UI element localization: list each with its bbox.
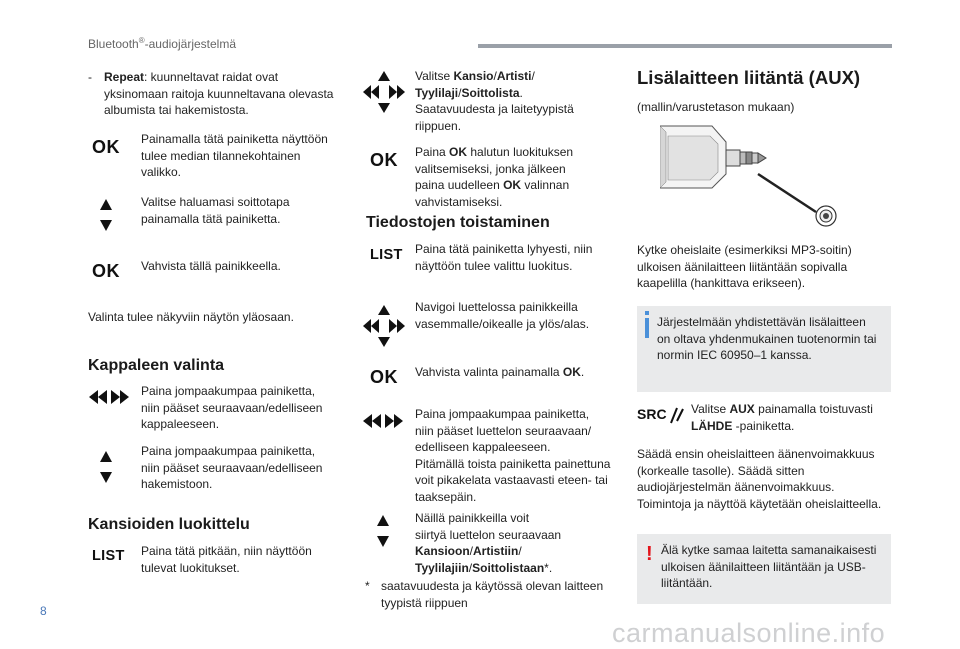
confirm-desc: Vahvista tällä painikkeella. <box>141 259 281 273</box>
ok-button-icon: OK <box>92 137 120 157</box>
info-note-text: Järjestelmään yhdistettävän lisälaitteen on oltava yhdenmukainen tuotenormin tai normin IEC 60950–1 kanssa. <box>657 315 877 363</box>
repeat-dash: - <box>88 70 92 84</box>
footnote-marker: * <box>365 579 370 593</box>
confirm-selection-desc: Vahvista valinta painamalla OK. <box>415 365 585 379</box>
next-prev-track-desc: Paina jompaakumpaa painiketta, niin pääset luettelon seuraavaan/ edelliseen kappaleeseen. Pitämällä toista painiketta painettuna voit pikakelata vastaavasti eteen- tai taaksepäin. <box>415 407 611 504</box>
up-down-arrows-icon <box>376 514 390 548</box>
warning-icon: ! <box>646 543 653 565</box>
play-mode-desc: Valitse haluamasi soittotapa painamalla tätä painiketta. <box>141 195 290 226</box>
src-button-icon <box>637 405 685 425</box>
repeat-paragraph: Repeat: kuunneltavat raidat ovat yksinomaan raitoja kuunneltavana olevasta albumista tai hakemistosta. <box>104 70 334 118</box>
src-label: SRC <box>637 406 667 422</box>
left-right-arrows-icon <box>362 413 404 429</box>
header-rule <box>478 44 892 48</box>
section-heading-aux: Lisälaitteen liitäntä (AUX) <box>637 67 861 88</box>
track-ud-desc: Paina jompaakumpaa painiketta, niin pääset seuraavaan/edelliseen hakemistoon. <box>141 444 323 492</box>
warning-note-text: Älä kytke samaa laitetta samanaikaisesti ulkoisen äänilaitteen liitäntään ja USB- liitäntään. <box>661 543 877 591</box>
four-way-arrows-icon <box>362 70 406 114</box>
list-button-icon: LIST <box>92 548 125 564</box>
list-button-icon: LIST <box>370 247 403 263</box>
ok-menu-desc: Painamalla tätä painiketta näyttöön tulee median tilannekohtainen valikko. <box>141 132 328 180</box>
list-navigate-desc: Näillä painikkeilla voit siirtyä luettelon seuraavaan Kansioon/Artistiin/ Tyylilajiin/Soittolistaan*. <box>415 511 562 575</box>
four-way-arrows-icon <box>362 304 406 348</box>
up-down-arrows-icon <box>99 198 113 232</box>
category-select-desc: Valitse Kansio/Artisti/ Tyylilaji/Soittolista. Saatavuudesta ja laitetyypistä riippuen. <box>415 69 574 133</box>
ok-category-desc: Paina OK halutun luokituksen valitsemiseksi, jonka jälkeen paina uudelleen OK valinnan vahvistamiseksi. <box>415 145 574 209</box>
section-heading-folders: Kansioiden luokittelu <box>88 516 250 533</box>
aux-subtitle: (mallin/varustetason mukaan) <box>637 100 795 114</box>
connect-device-desc: Kytke oheislaite (esimerkiksi MP3-soitin) ulkoisen äänilaitteen liitäntään sopivalla kaapelilla (hankittava erikseen). <box>637 243 852 291</box>
select-aux-desc: Valitse AUX painamalla toistuvasti LÄHDE -painiketta. <box>691 402 873 433</box>
navigate-desc: Navigoi luettelossa painikkeilla vasemmalle/oikealle ja ylös/alas. <box>415 300 590 331</box>
list-long-desc: Paina tätä pitkään, niin näyttöön tulevat luokitukset. <box>141 544 312 575</box>
info-icon <box>645 318 649 338</box>
section-heading-track: Kappaleen valinta <box>88 357 225 374</box>
volume-adjust-desc: Säädä ensin oheislaitteen äänenvoimakkuus (korkealle tasolle). Säädä sitten audiojärjestelmän äänenvoimakkuus. Toimintoja ja näyttöä käytetään oheislaitteella. <box>637 447 882 511</box>
section-heading-files: Tiedostojen toistaminen <box>366 214 550 231</box>
warning-note-box <box>637 534 891 604</box>
track-lr-desc: Paina jompaakumpaa painiketta, niin pääset seuraavaan/edelliseen kappaleeseen. <box>141 384 323 432</box>
running-header: Bluetooth®-audiojärjestelmä <box>88 36 237 51</box>
list-short-desc: Paina tätä painiketta lyhyesti, niin näyttöön tulee valittu luokitus. <box>415 242 593 273</box>
ok-button-icon: OK <box>92 261 120 281</box>
watermark: carmanualsonline.info <box>612 618 886 648</box>
up-down-arrows-icon <box>99 450 113 484</box>
page-number: 8 <box>40 604 47 618</box>
info-note-box <box>637 306 891 392</box>
footnote-text: saatavuudesta ja käytössä olevan laitteen tyypistä riippuen <box>381 579 604 610</box>
left-right-arrows-icon <box>88 389 130 405</box>
ok-button-icon: OK <box>370 367 398 387</box>
jack-plug-illustration <box>660 122 840 228</box>
ok-button-icon: OK <box>370 150 398 170</box>
selection-note: Valinta tulee näkyviin näytön yläosaan. <box>88 310 294 324</box>
